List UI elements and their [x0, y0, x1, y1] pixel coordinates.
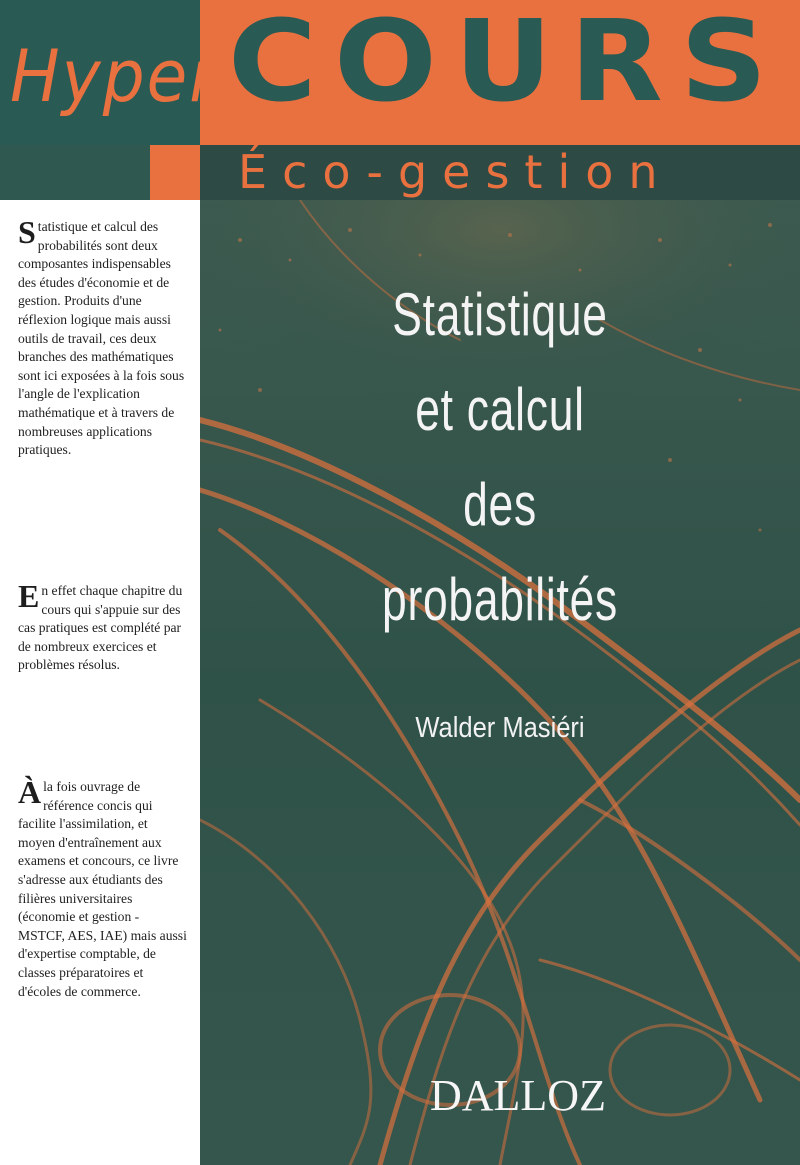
dropcap-3: À — [18, 774, 42, 810]
description-paragraph-1 — [18, 214, 188, 460]
author-name: Walder Masiéri — [415, 712, 585, 744]
title-line-4: probabilités — [382, 566, 618, 633]
brand-hyper: Hyper — [10, 34, 219, 119]
publisher-logo: DALLOZ — [430, 1071, 606, 1120]
brand-cours: COURS — [228, 0, 785, 127]
paragraph-3-text: la fois ouvrage de référence concis qui facilite l'assimilation, et moyen d'entraînement aux examens et concours, ce livre s'adresse aux étudiants des filières universitaires (économie et gestion - MSTCF, AES, IAE) mais aussi d'expertise comptable, de classes préparatoires et d'écoles de commerce. — [18, 779, 187, 999]
description-paragraph-3 — [18, 774, 188, 1001]
description-paragraph-2 — [18, 578, 188, 675]
dropcap-1: S — [18, 214, 36, 250]
description-column — [0, 200, 200, 1165]
dropcap-2: E — [18, 578, 40, 614]
paragraph-2-text: n effet chaque chapitre du cours qui s'appuie sur des cas pratiques est complété par de nombreux exercices et problèmes résolus. — [18, 583, 183, 673]
title-line-1: Statistique — [392, 281, 608, 348]
title-line-2: et calcul — [415, 376, 585, 443]
series-accent — [150, 145, 200, 200]
series-label: Éco-gestion — [238, 145, 673, 199]
title-line-3: des — [463, 471, 537, 538]
paragraph-1-text: tatistique et calcul des probabilités sont deux composantes indispensables des études d'économie et de gestion. Produits d'une réflexion logique mais aussi outils de travail, ces deux branches des mathématiques sont ici exposées à la fois sous l'angle de l'explication mathématique et à travers de nombreuses applications pratiques. — [18, 219, 185, 458]
